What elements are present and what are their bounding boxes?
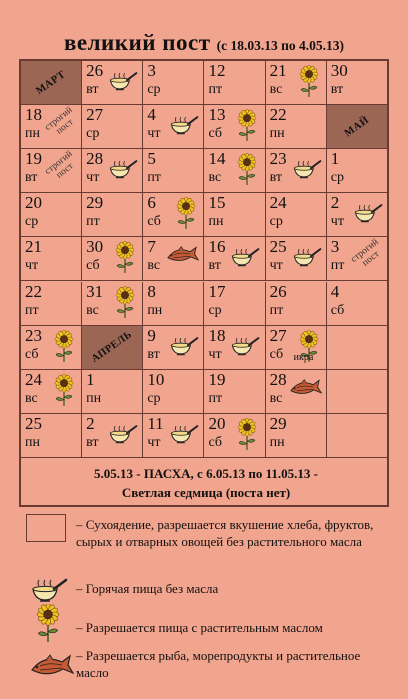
day-cell xyxy=(266,237,327,281)
day-cell xyxy=(82,237,143,281)
empty-cell xyxy=(327,414,387,458)
day-of-week: пн xyxy=(25,434,40,450)
day-cell xyxy=(266,149,327,193)
day-number: 29 xyxy=(269,413,287,433)
day-cell xyxy=(143,105,204,149)
bowl-icon xyxy=(230,246,260,268)
day-cell xyxy=(266,193,327,237)
day-number: 17 xyxy=(208,281,226,301)
day-of-week: чт xyxy=(330,214,344,230)
sunflower-icon xyxy=(236,417,258,453)
day-of-week: вт xyxy=(208,258,221,274)
day-cell xyxy=(82,282,143,326)
day-of-week: вт xyxy=(86,434,99,450)
title-main: великий пост xyxy=(64,30,211,55)
day-number: 22 xyxy=(269,105,287,125)
day-cell xyxy=(204,61,265,105)
day-cell xyxy=(82,149,143,193)
day-number: 1 xyxy=(86,369,95,389)
day-of-week: пн xyxy=(269,126,285,142)
legend-dry-text: – Сухоядение, разрешается вкушение хлеба, фруктов, сырых и отварных овощей без растительного масла xyxy=(76,517,374,549)
day-cell xyxy=(266,61,327,105)
day-number: 15 xyxy=(208,193,226,213)
legend-oil-text: – Разрешается пища с растительным маслом xyxy=(76,620,323,635)
sunflower-icon xyxy=(298,64,320,100)
day-number: 21 xyxy=(269,61,287,80)
day-cell xyxy=(327,237,387,281)
day-cell xyxy=(204,193,265,237)
fish-icon xyxy=(28,648,74,682)
day-number: 30 xyxy=(86,237,104,257)
day-of-week: вс xyxy=(25,390,38,406)
day-cell xyxy=(266,414,327,458)
day-cell xyxy=(143,370,204,414)
day-number: 20 xyxy=(25,193,42,213)
day-of-week: вс xyxy=(147,258,161,274)
day-cell xyxy=(21,370,82,414)
day-number: 28 xyxy=(269,369,287,389)
day-cell xyxy=(21,193,82,237)
day-cell xyxy=(204,149,265,193)
day-number: 8 xyxy=(147,281,156,301)
sunflower-icon xyxy=(53,373,75,409)
month-label: МАРТ xyxy=(34,68,68,97)
day-number: 31 xyxy=(86,281,104,301)
day-number: 7 xyxy=(147,237,156,257)
day-number: 25 xyxy=(25,413,42,433)
day-cell xyxy=(327,282,387,326)
page-title xyxy=(0,30,408,56)
day-of-week: вт xyxy=(86,82,99,97)
day-cell xyxy=(21,105,82,149)
day-of-week: ср xyxy=(147,82,161,97)
month-label: МАЙ xyxy=(342,114,372,139)
day-number: 19 xyxy=(25,149,42,169)
empty-cell xyxy=(327,326,387,370)
day-of-week: сб xyxy=(208,434,222,450)
month-march xyxy=(21,61,82,105)
sunflower-icon xyxy=(236,108,258,144)
day-of-week: ср xyxy=(86,126,100,142)
day-of-week: ср xyxy=(208,302,222,318)
day-number: 23 xyxy=(269,149,287,169)
day-of-week: чт xyxy=(208,346,222,362)
caviar-note: икра xyxy=(293,351,314,363)
footer-line-1: 5.05.13 - ПАСХА, с 6.05.13 по 11.05.13 - xyxy=(94,466,318,481)
day-of-week: сб xyxy=(269,346,284,362)
day-number: 13 xyxy=(208,105,226,125)
day-cell xyxy=(266,326,327,370)
day-number: 28 xyxy=(86,149,104,169)
day-cell xyxy=(327,193,387,237)
day-number: 6 xyxy=(147,193,156,213)
day-number: 10 xyxy=(147,369,165,389)
bowl-icon xyxy=(169,114,199,136)
day-number: 25 xyxy=(269,237,287,257)
legend-hot-text: – Горячая пища без масла xyxy=(76,581,219,596)
day-of-week: пн xyxy=(25,126,40,142)
day-cell xyxy=(204,282,265,326)
day-number: 21 xyxy=(25,237,42,257)
day-number: 26 xyxy=(86,61,104,80)
day-of-week: пн xyxy=(208,214,224,230)
strict-fast-note: строгий пост xyxy=(43,105,76,137)
sunflower-icon xyxy=(114,285,136,321)
day-of-week: сб xyxy=(25,346,39,362)
day-of-week: чт xyxy=(147,434,161,450)
day-of-week: сб xyxy=(330,302,345,318)
day-of-week: пт xyxy=(147,170,161,186)
day-number: 18 xyxy=(25,105,42,125)
bowl-icon xyxy=(108,70,138,92)
day-number: 5 xyxy=(147,149,156,169)
day-number: 20 xyxy=(208,413,226,433)
day-number: 14 xyxy=(208,149,226,169)
month-may xyxy=(327,105,387,149)
day-cell xyxy=(21,237,82,281)
day-number: 4 xyxy=(147,105,156,125)
bowl-icon xyxy=(30,576,68,604)
day-cell xyxy=(204,237,265,281)
day-number: 4 xyxy=(330,281,340,301)
day-number: 18 xyxy=(208,325,226,345)
bowl-icon xyxy=(169,423,199,445)
day-of-week: пт xyxy=(86,214,100,230)
day-cell xyxy=(21,414,82,458)
day-cell xyxy=(143,414,204,458)
bowl-icon xyxy=(292,158,322,180)
day-number: 2 xyxy=(86,413,95,433)
day-number: 26 xyxy=(269,281,287,301)
day-cell xyxy=(204,370,265,414)
bowl-icon xyxy=(292,246,322,268)
day-number: 19 xyxy=(208,369,226,389)
day-number: 24 xyxy=(25,369,42,389)
day-cell xyxy=(266,282,327,326)
sunflower-icon xyxy=(236,152,258,188)
footer-line-2: Светлая седмица (поста нет) xyxy=(121,485,291,500)
day-number: 22 xyxy=(25,281,42,301)
bowl-icon xyxy=(353,202,383,224)
day-number: 29 xyxy=(86,193,104,213)
day-cell xyxy=(143,61,204,105)
day-number: 2 xyxy=(330,193,340,213)
day-cell xyxy=(204,326,265,370)
day-number: 16 xyxy=(208,237,226,257)
day-cell xyxy=(82,414,143,458)
fish-icon xyxy=(165,241,199,267)
day-number: 11 xyxy=(147,413,164,433)
day-of-week: вт xyxy=(330,82,344,97)
day-cell xyxy=(143,193,204,237)
day-number: 27 xyxy=(86,105,104,125)
day-cell xyxy=(21,326,82,370)
day-of-week: пн xyxy=(86,390,102,406)
day-number: 23 xyxy=(25,325,42,345)
day-number: 1 xyxy=(330,149,340,169)
fish-icon xyxy=(288,374,322,400)
day-of-week: вт xyxy=(147,346,160,362)
day-cell xyxy=(266,370,327,414)
sunflower-icon xyxy=(114,240,136,276)
legend-empty-box xyxy=(26,514,66,542)
day-cell xyxy=(266,105,327,149)
bowl-icon xyxy=(169,335,199,357)
sunflower-icon xyxy=(34,604,62,644)
sunflower-icon xyxy=(53,329,75,365)
day-of-week: пн xyxy=(147,302,163,318)
day-cell xyxy=(82,193,143,237)
day-cell xyxy=(82,105,143,149)
day-of-week: вс xyxy=(86,302,99,318)
day-of-week: ср xyxy=(25,214,39,230)
day-of-week: чт xyxy=(86,170,100,186)
day-of-week: ср xyxy=(147,390,161,406)
day-of-week: пт xyxy=(208,82,223,97)
day-cell xyxy=(204,414,265,458)
day-number: 3 xyxy=(330,237,340,257)
day-number: 12 xyxy=(208,61,226,80)
day-cell xyxy=(82,370,143,414)
day-cell xyxy=(21,149,82,193)
day-number: 30 xyxy=(330,61,348,80)
day-cell xyxy=(327,61,387,105)
strict-fast-note: строгий пост xyxy=(43,149,76,181)
bowl-icon xyxy=(108,158,138,180)
day-cell xyxy=(143,282,204,326)
day-of-week: чт xyxy=(147,126,161,142)
day-cell xyxy=(82,61,143,105)
day-of-week: пн xyxy=(269,434,285,450)
bowl-icon xyxy=(230,335,260,357)
day-of-week: пт xyxy=(269,302,284,318)
day-of-week: вс xyxy=(208,170,222,186)
day-of-week: сб xyxy=(147,214,161,230)
day-of-week: вс xyxy=(269,82,283,97)
calendar-grid xyxy=(19,59,389,507)
month-april xyxy=(82,326,143,370)
legend-fish-text: – Разрешается рыба, морепродукты и растительное масло xyxy=(76,648,361,680)
day-number: 24 xyxy=(269,193,287,213)
day-of-week: ср xyxy=(269,214,283,230)
day-of-week: вт xyxy=(269,170,283,186)
day-of-week: пт xyxy=(330,258,345,274)
day-of-week: чт xyxy=(25,258,39,274)
day-number: 3 xyxy=(147,61,156,80)
bowl-icon xyxy=(108,423,138,445)
day-cell xyxy=(143,149,204,193)
sunflower-icon xyxy=(175,196,197,232)
day-cell xyxy=(327,149,387,193)
day-of-week: чт xyxy=(269,258,283,274)
day-cell xyxy=(204,105,265,149)
title-dates: (с 18.03.13 по 4.05.13) xyxy=(216,38,344,53)
day-of-week: сб xyxy=(208,126,222,142)
empty-cell xyxy=(327,370,387,414)
day-number: 27 xyxy=(269,325,287,345)
day-cell xyxy=(143,237,204,281)
strict-fast-note: строгий пост xyxy=(349,237,382,269)
day-of-week: сб xyxy=(86,258,100,274)
day-of-week: ср xyxy=(330,170,345,186)
calendar-footer xyxy=(21,458,391,509)
day-of-week: вт xyxy=(25,170,38,186)
day-of-week: вс xyxy=(269,390,283,406)
day-of-week: пт xyxy=(208,390,223,406)
month-label: АПРЕЛЬ xyxy=(90,329,135,365)
day-number: 9 xyxy=(147,325,156,345)
day-cell xyxy=(143,326,204,370)
day-of-week: пт xyxy=(25,302,39,318)
day-cell xyxy=(21,282,82,326)
